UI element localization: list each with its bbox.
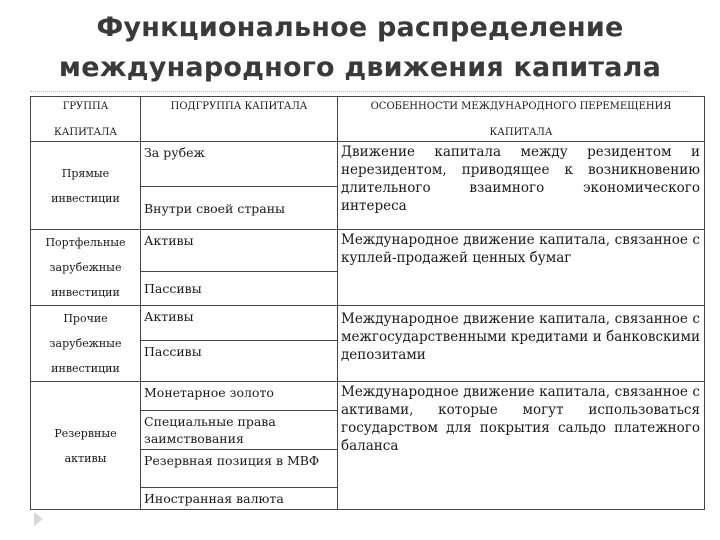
- group-portfolio-investments: [31, 230, 141, 306]
- capital-distribution-table: [30, 96, 705, 510]
- subgroup-cell: Специальные права заимствования: [141, 411, 338, 450]
- group-name-line: Резервные: [54, 426, 117, 440]
- table-row: [31, 142, 705, 187]
- group-name-line: инвестиции: [51, 286, 120, 299]
- table-row: [31, 230, 705, 272]
- title-line-2: международного движения капитала: [58, 52, 662, 83]
- header-features: [338, 97, 705, 142]
- group-name-line: зарубежные: [49, 261, 122, 274]
- table-row: [31, 382, 705, 411]
- group-direct-investments: [31, 142, 141, 230]
- header-subgroup-label: ПОДГРУППА КАПИТАЛА: [170, 101, 308, 112]
- page-title: [0, 8, 720, 88]
- header-features-line-1: ОСОБЕННОСТИ МЕЖДУНАРОДНОГО ПЕРЕМЕЩЕНИЯ: [370, 101, 672, 112]
- subgroup-cell: Резервная позиция в МВФ: [141, 450, 338, 488]
- description-cell: Движение капитала между резидентом и нерезидентом, приводящее к возникновению длительного взаимного экономического интереса: [338, 142, 705, 230]
- header-group: [31, 97, 141, 142]
- subgroup-cell: Монетарное золото: [141, 382, 338, 411]
- subgroup-cell: Активы: [141, 230, 338, 272]
- subgroup-cell: Внутри своей страны: [141, 187, 338, 230]
- group-name-line: активы: [64, 451, 107, 465]
- group-name-line: Портфельные: [45, 236, 126, 249]
- header-group-line-2: КАПИТАЛА: [54, 127, 117, 138]
- subgroup-cell: Пассивы: [141, 341, 338, 382]
- subgroup-cell: За рубеж: [141, 142, 338, 187]
- group-name-line: инвестиции: [51, 362, 120, 375]
- table-row: [31, 306, 705, 341]
- header-subgroup: [141, 97, 338, 142]
- subgroup-cell: Пассивы: [141, 272, 338, 306]
- group-name-line: инвестиции: [51, 191, 120, 205]
- bullet-triangle-icon: [34, 512, 43, 526]
- group-name-line: зарубежные: [49, 337, 122, 350]
- subgroup-cell: Активы: [141, 306, 338, 341]
- description-cell: Международное движение капитала, связанное с активами, которые могут использоваться государством для покрытия сальдо платежного баланса: [338, 382, 705, 510]
- header-features-line-2: КАПИТАЛА: [489, 127, 553, 138]
- header-row: [31, 97, 705, 142]
- title-line-1: Функциональное распределение: [96, 12, 624, 43]
- header-group-line-1: ГРУППА: [62, 101, 109, 112]
- subgroup-cell: Иностранная валюта: [141, 488, 338, 510]
- group-reserve-assets: [31, 382, 141, 510]
- description-cell: Международное движение капитала, связанное с межгосударственными кредитами и банковскими депозитами: [338, 306, 705, 382]
- description-cell: Международное движение капитала, связанное с куплей-продажей ценных бумаг: [338, 230, 705, 306]
- group-other-investments: [31, 306, 141, 382]
- group-name-line: Прямые: [61, 166, 110, 180]
- title-divider: [30, 91, 690, 92]
- group-name-line: Прочие: [63, 312, 108, 325]
